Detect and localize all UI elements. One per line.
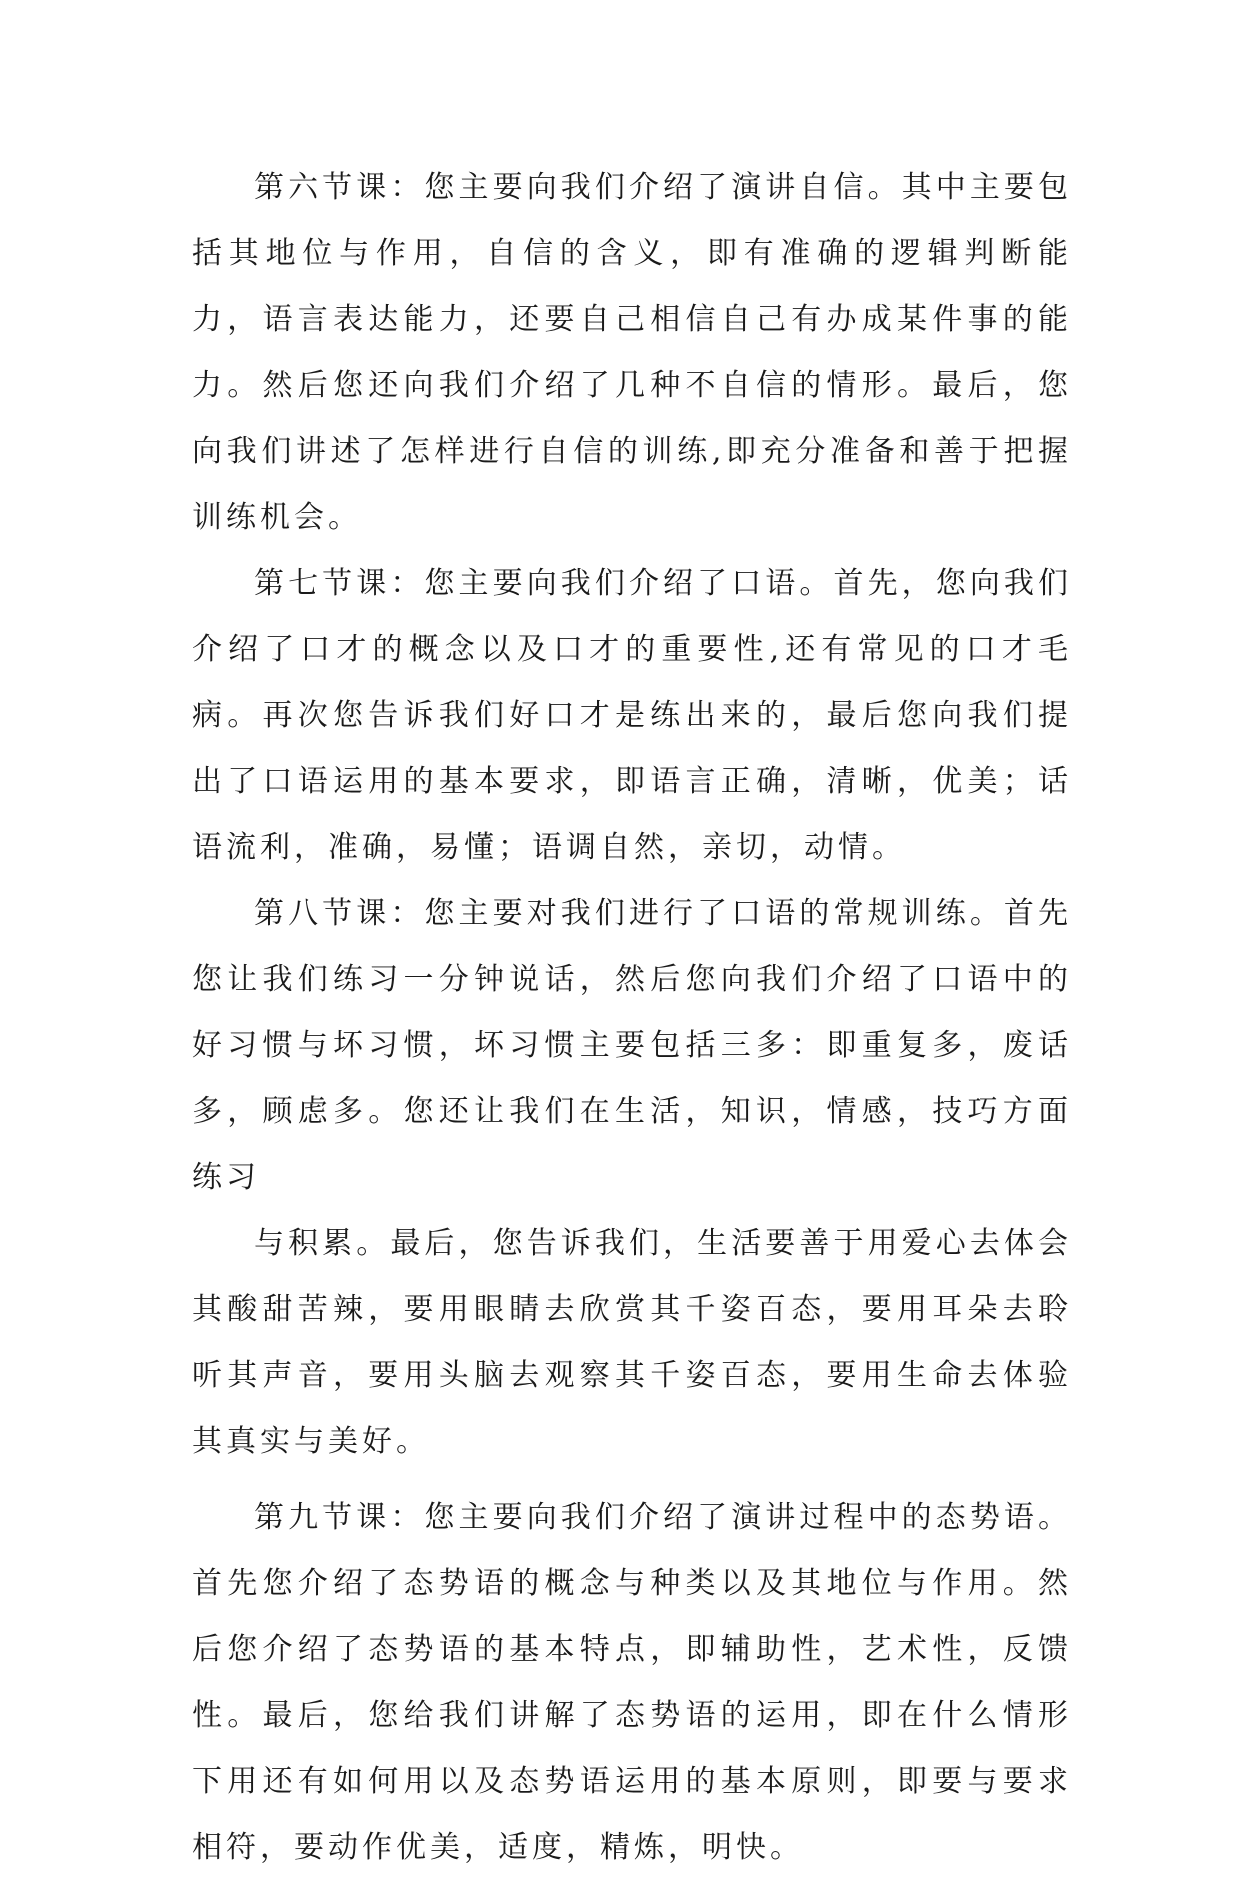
paragraph-lesson-8: 第八节课：您主要对我们进行了口语的常规训练。首先您让我们练习一分钟说话，然后您向我们介绍了口语中的好习惯与坏习惯，坏习惯主要包括三多：即重复多，废话多，顾虑多。您还让我们在生活，知识，情感，技巧方面练习 [192, 896, 1072, 1195]
paragraph-lesson-9: 第九节课：您主要向我们介绍了演讲过程中的态势语。首先您介绍了态势语的概念与种类以及其地位与作用。然后您介绍了态势语的基本特点，即辅助性，艺术性，反馈性。最后，您给我们讲解了态势语的运用，即在什么情形下用还有如何用以及态势语运用的基本原则，即要与要求相符，要动作优美，适度，精炼，明快。 [192, 1500, 1072, 1865]
paragraph-lesson-6: 第六节课：您主要向我们介绍了演讲自信。其中主要包括其地位与作用，自信的含义，即有准确的逻辑判断能力，语言表达能力，还要自己相信自己有办成某件事的能力。然后您还向我们介绍了几种不自信的情形。最后，您向我们讲述了怎样进行自信的训练,即充分准备和善于把握训练机会。 [192, 170, 1072, 535]
document-body [192, 155, 1072, 1881]
paragraph-lesson-7: 第七节课：您主要向我们介绍了口语。首先，您向我们介绍了口才的概念以及口才的重要性,还有常见的口才毛病。再次您告诉我们好口才是练出来的，最后您向我们提出了口语运用的基本要求，即语言正确，清晰，优美；话语流利，准确，易懂；语调自然，亲切，动情。 [192, 566, 1072, 865]
paragraph-lesson-8-continued: 与积累。最后，您告诉我们，生活要善于用爱心去体会其酸甜苦辣，要用眼睛去欣赏其千姿百态，要用耳朵去聆听其声音，要用头脑去观察其千姿百态，要用生命去体验其真实与美好。 [192, 1226, 1072, 1459]
paragraph-spacer [192, 1475, 1072, 1485]
